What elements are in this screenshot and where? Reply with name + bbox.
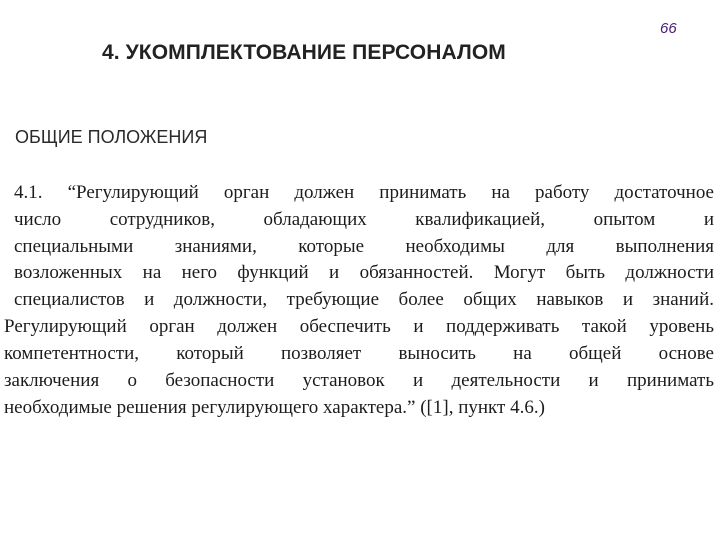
- page-number: 66: [660, 20, 677, 37]
- paragraph-line: Регулирующий орган должен обеспечить и поддерживать такой уровень: [4, 316, 714, 337]
- paragraph-line: специальными знаниями, которые необходимы для выполнения: [14, 236, 714, 257]
- paragraph-line: 4.1. “Регулирующий орган должен принимать на работу достаточное: [14, 182, 714, 203]
- section-heading: 4. УКОМПЛЕКТОВАНИЕ ПЕРСОНАЛОМ: [102, 41, 506, 64]
- paragraph-line: заключения о безопасности установок и деятельности и принимать: [4, 370, 714, 391]
- paragraph-line: число сотрудников, обладающих квалификацией, опытом и: [14, 209, 714, 230]
- paragraph-line: компетентности, который позволяет выносить на общей основе: [4, 343, 714, 364]
- paragraph-line: возложенных на него функций и обязанностей. Могут быть должности: [14, 262, 714, 283]
- paragraph-line: специалистов и должности, требующие более общих навыков и знаний.: [14, 289, 714, 310]
- paragraph-line: необходимые решения регулирующего характера.” ([1], пункт 4.6.): [4, 397, 545, 418]
- subsection-heading: ОБЩИЕ ПОЛОЖЕНИЯ: [15, 127, 208, 147]
